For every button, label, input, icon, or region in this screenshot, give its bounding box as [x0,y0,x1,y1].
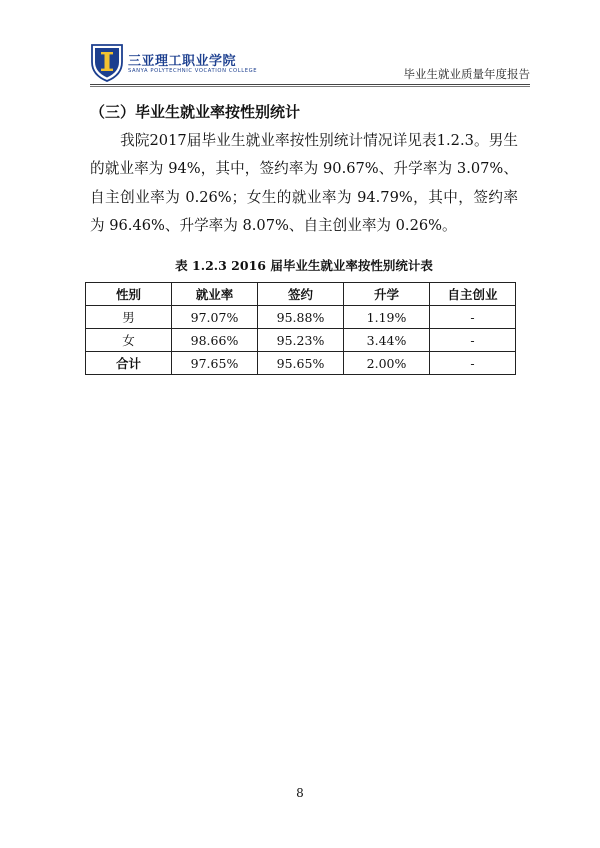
section-heading: （三）毕业生就业率按性别统计 [90,103,301,121]
table-row [86,306,516,329]
table-cell: 95.23% [258,329,344,352]
college-logo [90,42,258,82]
table-cell: 女 [86,329,172,352]
gender-employment-table [85,282,516,375]
column-header-self-employment: 自主创业 [430,283,516,306]
table-cell: - [430,352,516,375]
table-caption: 表 1.2.3 2016 届毕业生就业率按性别统计表 [175,258,433,273]
page-header [90,38,530,90]
table-cell: - [430,306,516,329]
college-name-cn: 三亚理工职业学院 [128,54,237,69]
report-title: 毕业生就业质量年度报告 [403,67,530,81]
paragraph-text: 我院2017届毕业生就业率按性别统计情况详见表1.2.3。男生的就业率为 94%，其中，签约率为 90.67%、升学率为 3.07%、自主创业率为 0.26%；女生的就业率为 94.79%，其中，签约率为 96.46%、升学率为 8.07%、自主创业率为 0.26%。 [90,132,518,234]
table-cell: 97.65% [172,352,258,375]
body-paragraph [90,127,518,240]
column-header-employment-rate: 就业率 [172,283,258,306]
table-cell: 2.00% [344,352,430,375]
table-cell: 合计 [86,352,172,375]
college-name-en: SANYA POLYTECHNIC VOCATION COLLEGE [128,68,258,74]
table-cell: 3.44% [344,329,430,352]
table-row-total [86,352,516,375]
table-header-row [86,283,516,306]
table-cell: 95.65% [258,352,344,375]
table-row [86,329,516,352]
header-divider [90,84,530,85]
column-header-gender: 性别 [86,283,172,306]
shield-emblem-icon [90,42,124,82]
table-cell: - [430,329,516,352]
column-header-contract: 签约 [258,283,344,306]
column-header-further-study: 升学 [344,283,430,306]
table-cell: 95.88% [258,306,344,329]
header-divider-thin [90,86,530,87]
table-cell: 97.07% [172,306,258,329]
page-number: 8 [296,786,304,800]
table-cell: 98.66% [172,329,258,352]
table-cell: 1.19% [344,306,430,329]
table-cell: 男 [86,306,172,329]
